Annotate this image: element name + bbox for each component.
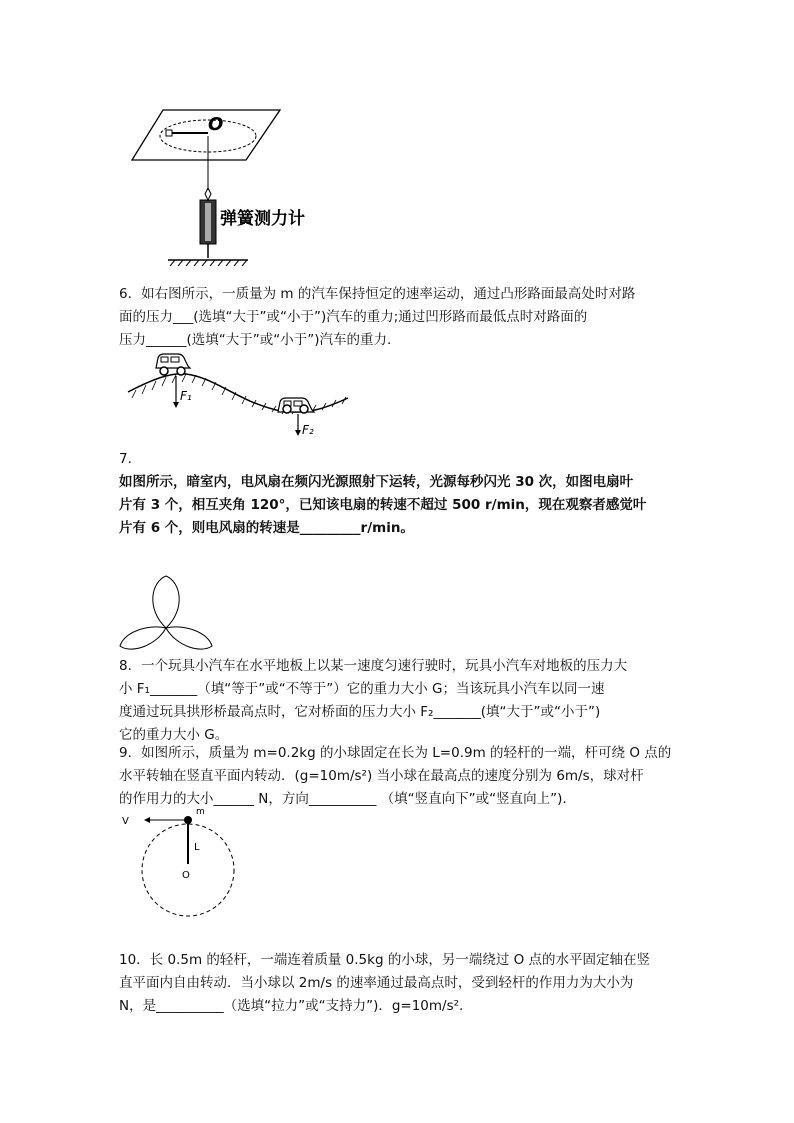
q8-line-3: 度通过玩具拱形桥最高点时，它对桥面的压力大小 F₂_______(填“大于”或“小于”) — [119, 704, 601, 720]
q6-line-2: 面的压力___(选填“大于”或“小于”)汽车的重力;通过凹形路而最低点时对路面的 — [119, 309, 588, 325]
mass-label: m — [196, 807, 205, 817]
q10-line-1: 10．长 0.5m 的轻杆，一端连着质量 0.5kg 的小球，另一端绕过 O 点的水平固定轴在竖 — [119, 952, 651, 968]
question-8 — [119, 655, 689, 747]
spring-scale-figure — [128, 108, 305, 270]
car-bottom-icon — [278, 398, 314, 413]
q8-line-1: 8．一个玩具小汽车在水平地板上以某一速度匀速行驶时，玩具小汽车对地板的压力大 — [119, 658, 628, 674]
fan-blade-top — [153, 576, 179, 628]
scale-window — [205, 203, 211, 241]
q10-line-3: N，是__________（选填“拉力”或“支持力”)．g=10m/s². — [119, 998, 464, 1014]
q6-line-1: 6．如右图所示，一质量为 m 的汽车保持恒定的速率运动，通过凸形路面最高处时对路 — [119, 286, 636, 302]
force-f1-label: F₁ — [180, 389, 192, 403]
question-9 — [119, 742, 689, 811]
road-hatch — [132, 374, 346, 414]
q6-line-3: 压力______(选填“大于”或“小于”)汽车的重力. — [119, 332, 392, 348]
fan-blade-left — [120, 627, 166, 649]
fan-blades-figure — [116, 574, 216, 658]
car-top-icon — [156, 354, 190, 375]
q9-line-2: 水平转轴在竖直平面内转动．(g=10m/s²) 当小球在最高点的速度分别为 6m/s，球对杆 — [119, 768, 644, 784]
q8-line-4: 它的重力大小 G。 — [119, 727, 229, 743]
q7-line-1: 如图所示，暗室内，电风扇在频闪光源照射下运转，光源每秒闪光 30 次，如图电扇叶 — [119, 474, 634, 490]
velocity-label: V — [122, 816, 129, 827]
horizontal-plate — [132, 110, 280, 160]
q7-line-2: 片有 3 个，相互夹角 120°，已知该电扇的转速不超过 500 r/min，现在观察者感觉叶 — [119, 497, 647, 513]
small-block — [166, 130, 172, 136]
q10-line-2: 直平面内自由转动．当小球以 2m/s 的速率通过最高点时，受到轻杆的作用力为大小为 — [119, 975, 634, 991]
length-label: L — [194, 842, 200, 853]
rod-circle-figure — [118, 804, 242, 938]
q7-line-3: 片有 6 个，则电风扇的转速是_________r/min。 — [119, 520, 414, 536]
question-6 — [119, 283, 689, 352]
road-car-figure — [126, 350, 356, 442]
pivot-label-o: O — [182, 870, 190, 881]
spring-scale-label: 弹簧测力计 — [220, 209, 305, 229]
center-label-o: O — [208, 114, 224, 135]
q7-number: 7. — [119, 451, 132, 467]
ground-hatch — [170, 260, 247, 266]
q9-line-3: 的作用力的大小______ N，方向__________ （填“竖直向下”或“竖直向上”). — [119, 791, 567, 807]
question-10 — [119, 949, 689, 1018]
question-7 — [119, 448, 689, 540]
fan-blade-right — [166, 627, 212, 649]
q8-line-2: 小 F₁_______（填“等于”或“不等于”）它的重力大小 G；当该玩具小汽车以同一速 — [119, 681, 605, 697]
q9-line-1: 9．如图所示，质量为 m=0.2kg 的小球固定在长为 L=0.9m 的轻杆的一端，杆可绕 O 点的 — [119, 745, 672, 761]
force-f2-label: F₂ — [302, 423, 314, 437]
